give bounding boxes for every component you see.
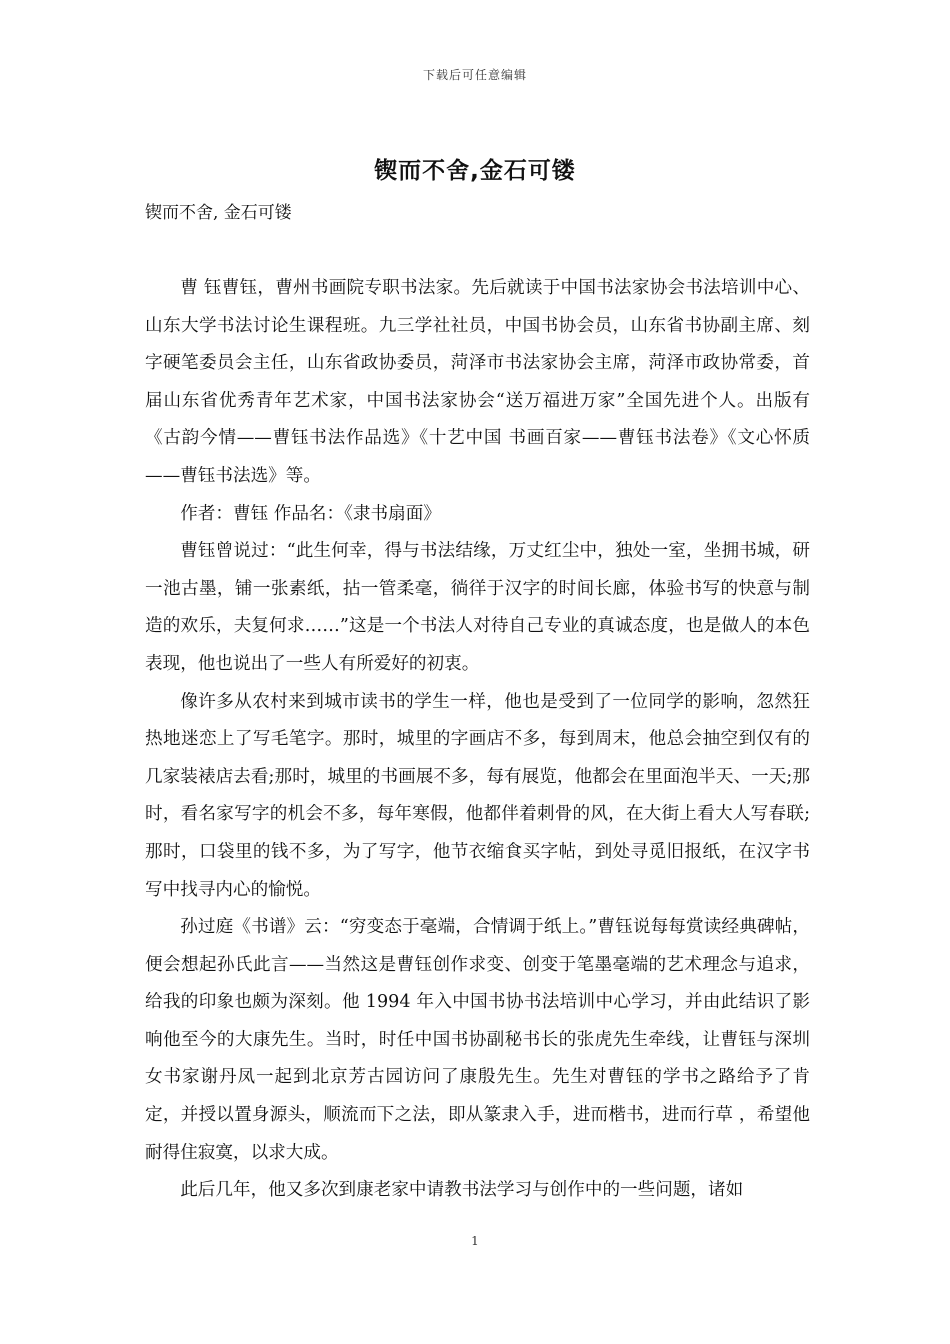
document-title: 锲而不舍,金石可镂 (374, 158, 576, 184)
paragraph-author-bio: 曹 钰曹钰，曹州书画院专职书法家。先后就读于中国书法家协会书法培训中心、山东大学书法讨论生课程班。九三学社社员，中国书协会员，山东省书协副主席、刻字硬笔委员会主任，山东省政协委员，菏泽市书法家协会主席，菏泽市政协常委，首届山东省优秀青年艺术家，中国书法家协会“送万福进万家”全国先进个人。出版有《古韵今情——曹钰书法作品选》《十艺中国 书画百家——曹钰书法卷》《文心怀质——曹钰书法选》等。 (145, 278, 810, 486)
document-subtitle: 锲而不舍, 金石可镂 (145, 203, 292, 223)
page-number: 1 (471, 1234, 479, 1248)
paragraph-work-credit: 作者：曹钰 作品名：《隶书扇面》 (180, 503, 441, 524)
paragraph-later-years: 此后几年，他又多次到康老家中请教书法学习与创作中的一些问题，诸如 (180, 1180, 744, 1201)
paragraph-shupu: 孙过庭《书谱》云：“穷变态于毫端，合情调于纸上。”曹钰说每每赏读经典碑帖，便会想起孙氏此言——当然这是曹钰创作求变、创变于笔墨毫端的艺术理念与追求，给我的印象也颇为深刻。他 1994 年入中国书协书法培训中心学习，并由此结识了影响他至今的大康先生。当时，时任中国书协副秘书长的张虎先生牵线，让曹钰与深圳女书家谢丹凤一起到北京芳古园访问了康殷先生。先生对曹钰的学书之路给予了肯定，并授以置身源头，顺流而下之法，即从篆隶入手，进而楷书，进而行草 ，希望他耐得住寂寞，以求大成。 (145, 917, 810, 1163)
paragraph-quote: 曹钰曾说过：“此生何幸，得与书法结缘，万丈红尘中，独处一室，坐拥书城，研一池古墨，铺一张素纸，拈一管柔毫，徜徉于汉字的时间长廊，体验书写的快意与制造的欢乐，夫复何求……”这是一个书法人对待自己专业的真诚态度，也是做人的本色表现，他也说出了一些人有所爱好的初衷。 (145, 541, 810, 674)
page-header-note: 下载后可任意编辑 (422, 68, 527, 82)
paragraph-early-years: 像许多从农村来到城市读书的学生一样，他也是受到了一位同学的影响，忽然狂热地迷恋上了写毛笔字。那时，城里的字画店不多，每到周末，他总会抽空到仅有的几家装裱店去看;那时，城里的书画展不多，每有展览，他都会在里面泡半天、一天;那时，看名家写字的机会不多，每年寒假，他都伴着刺骨的风，在大街上看大人写春联;那时，口袋里的钱不多，为了写字，他节衣缩食买字帖，到处寻觅旧报纸，在汉字书写中找寻内心的愉悦。 (145, 691, 810, 900)
document-body (145, 270, 810, 1210)
